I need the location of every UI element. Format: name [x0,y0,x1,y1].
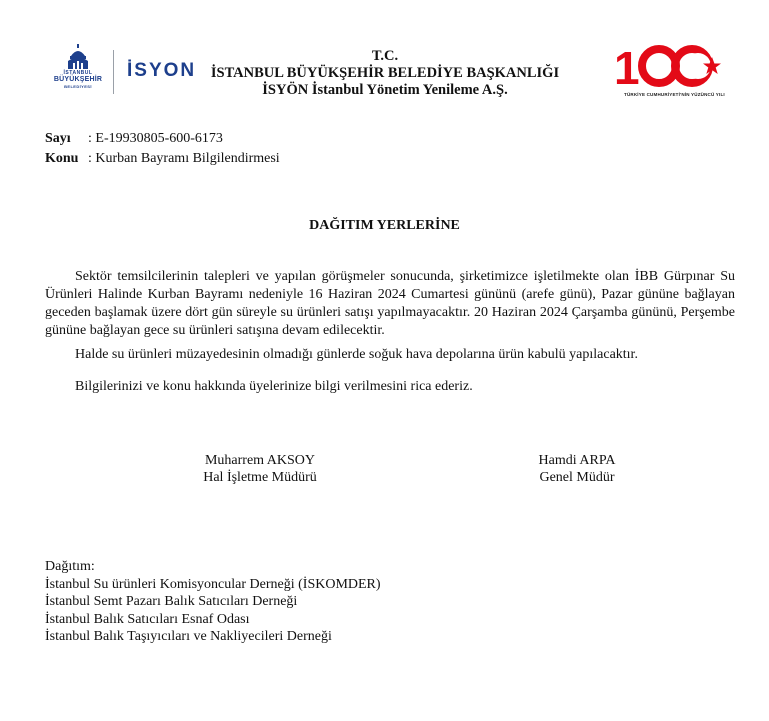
konu-value: : Kurban Bayramı Bilgilendirmesi [88,151,280,166]
distribution-list [45,558,381,646]
addressee-heading: DAĞITIM YERLERİNE [309,218,460,233]
distribution-item: İstanbul Su ürünleri Komisyoncular Derneği (İSKOMDER) [45,576,381,592]
ibb-logo [50,44,106,98]
logo-divider [113,50,114,94]
isyon-logo: İSYON [127,60,197,81]
signatory-name: Muharrem AKSOY [204,453,316,468]
konu-label: Konu [45,151,79,166]
mosque-icon [67,44,89,70]
body-paragraph-1: Sektör temsilcilerinin talepleri ve yapılan görüşmeler sonucunda, şirketimizce işletilmekte olan İBB Gürpınar Su Ürünleri Halinde Kurban Bayramı nedeniyle 16 Haziran 2024 Cumartesi gününü (arefe günü), Pazar gününe bağlayan geceden başlamak üzere dört gün süreyle su ürünleri satışı yapılmayacaktır. 20 Haziran 2024 Çarşamba gününü, Perşembe gününe bağlayan gece su ürünleri satışına devam edilecektir. [45,269,735,338]
distribution-item: İstanbul Semt Pazarı Balık Satıcıları Derneği [45,594,298,609]
ibb-logo-line3: BELEDİYESİ [64,84,92,89]
letterhead-isyon: İSYÖN İstanbul Yönetim Yenileme A.Ş. [262,82,508,98]
signatory-title: Hal İşletme Müdürü [203,470,317,485]
distribution-label: Dağıtım: [45,559,95,574]
svg-text:1: 1 [614,42,636,90]
letterhead-tc: T.C. [371,48,399,64]
body-paragraph-3: Bilgilerinizi ve konu hakkında üyelerinize bilgi verilmesini rica ederiz. [75,379,473,394]
signatory-name: Hamdi ARPA [538,453,616,468]
body-paragraph-2: Halde su ürünleri müzayedesinin olmadığı günlerde soğuk hava depolarına ürün kabulü yapılacaktır. [75,347,638,362]
signatory-title: Genel Müdür [539,470,615,485]
sayi-value: : E-19930805-600-6173 [88,131,223,146]
letterhead-ibb: İSTANBUL BÜYÜKŞEHİR BELEDİYE BAŞKANLIĞI [210,65,560,81]
ibb-logo-line2: BÜYÜKŞEHİR [53,76,103,83]
signature-block-right [487,452,667,486]
reference-subject [45,150,280,168]
letterhead-title [200,48,570,99]
reference-number [45,130,223,148]
centennial-emblem-icon [612,42,732,90]
distribution-item: İstanbul Balık Taşıyıcıları ve Nakliyecileri Derneği [45,629,332,644]
sayi-label: Sayı [45,131,71,146]
signature-block-left [170,452,350,486]
centennial-caption: TÜRKİYE CUMHURİYETİ'NİN YÜZÜNCÜ YILI [624,92,725,97]
ibb-logo-line1: İSTANBUL [63,70,93,76]
centennial-logo [612,42,732,100]
distribution-item: İstanbul Balık Satıcıları Esnaf Odası [45,611,250,627]
